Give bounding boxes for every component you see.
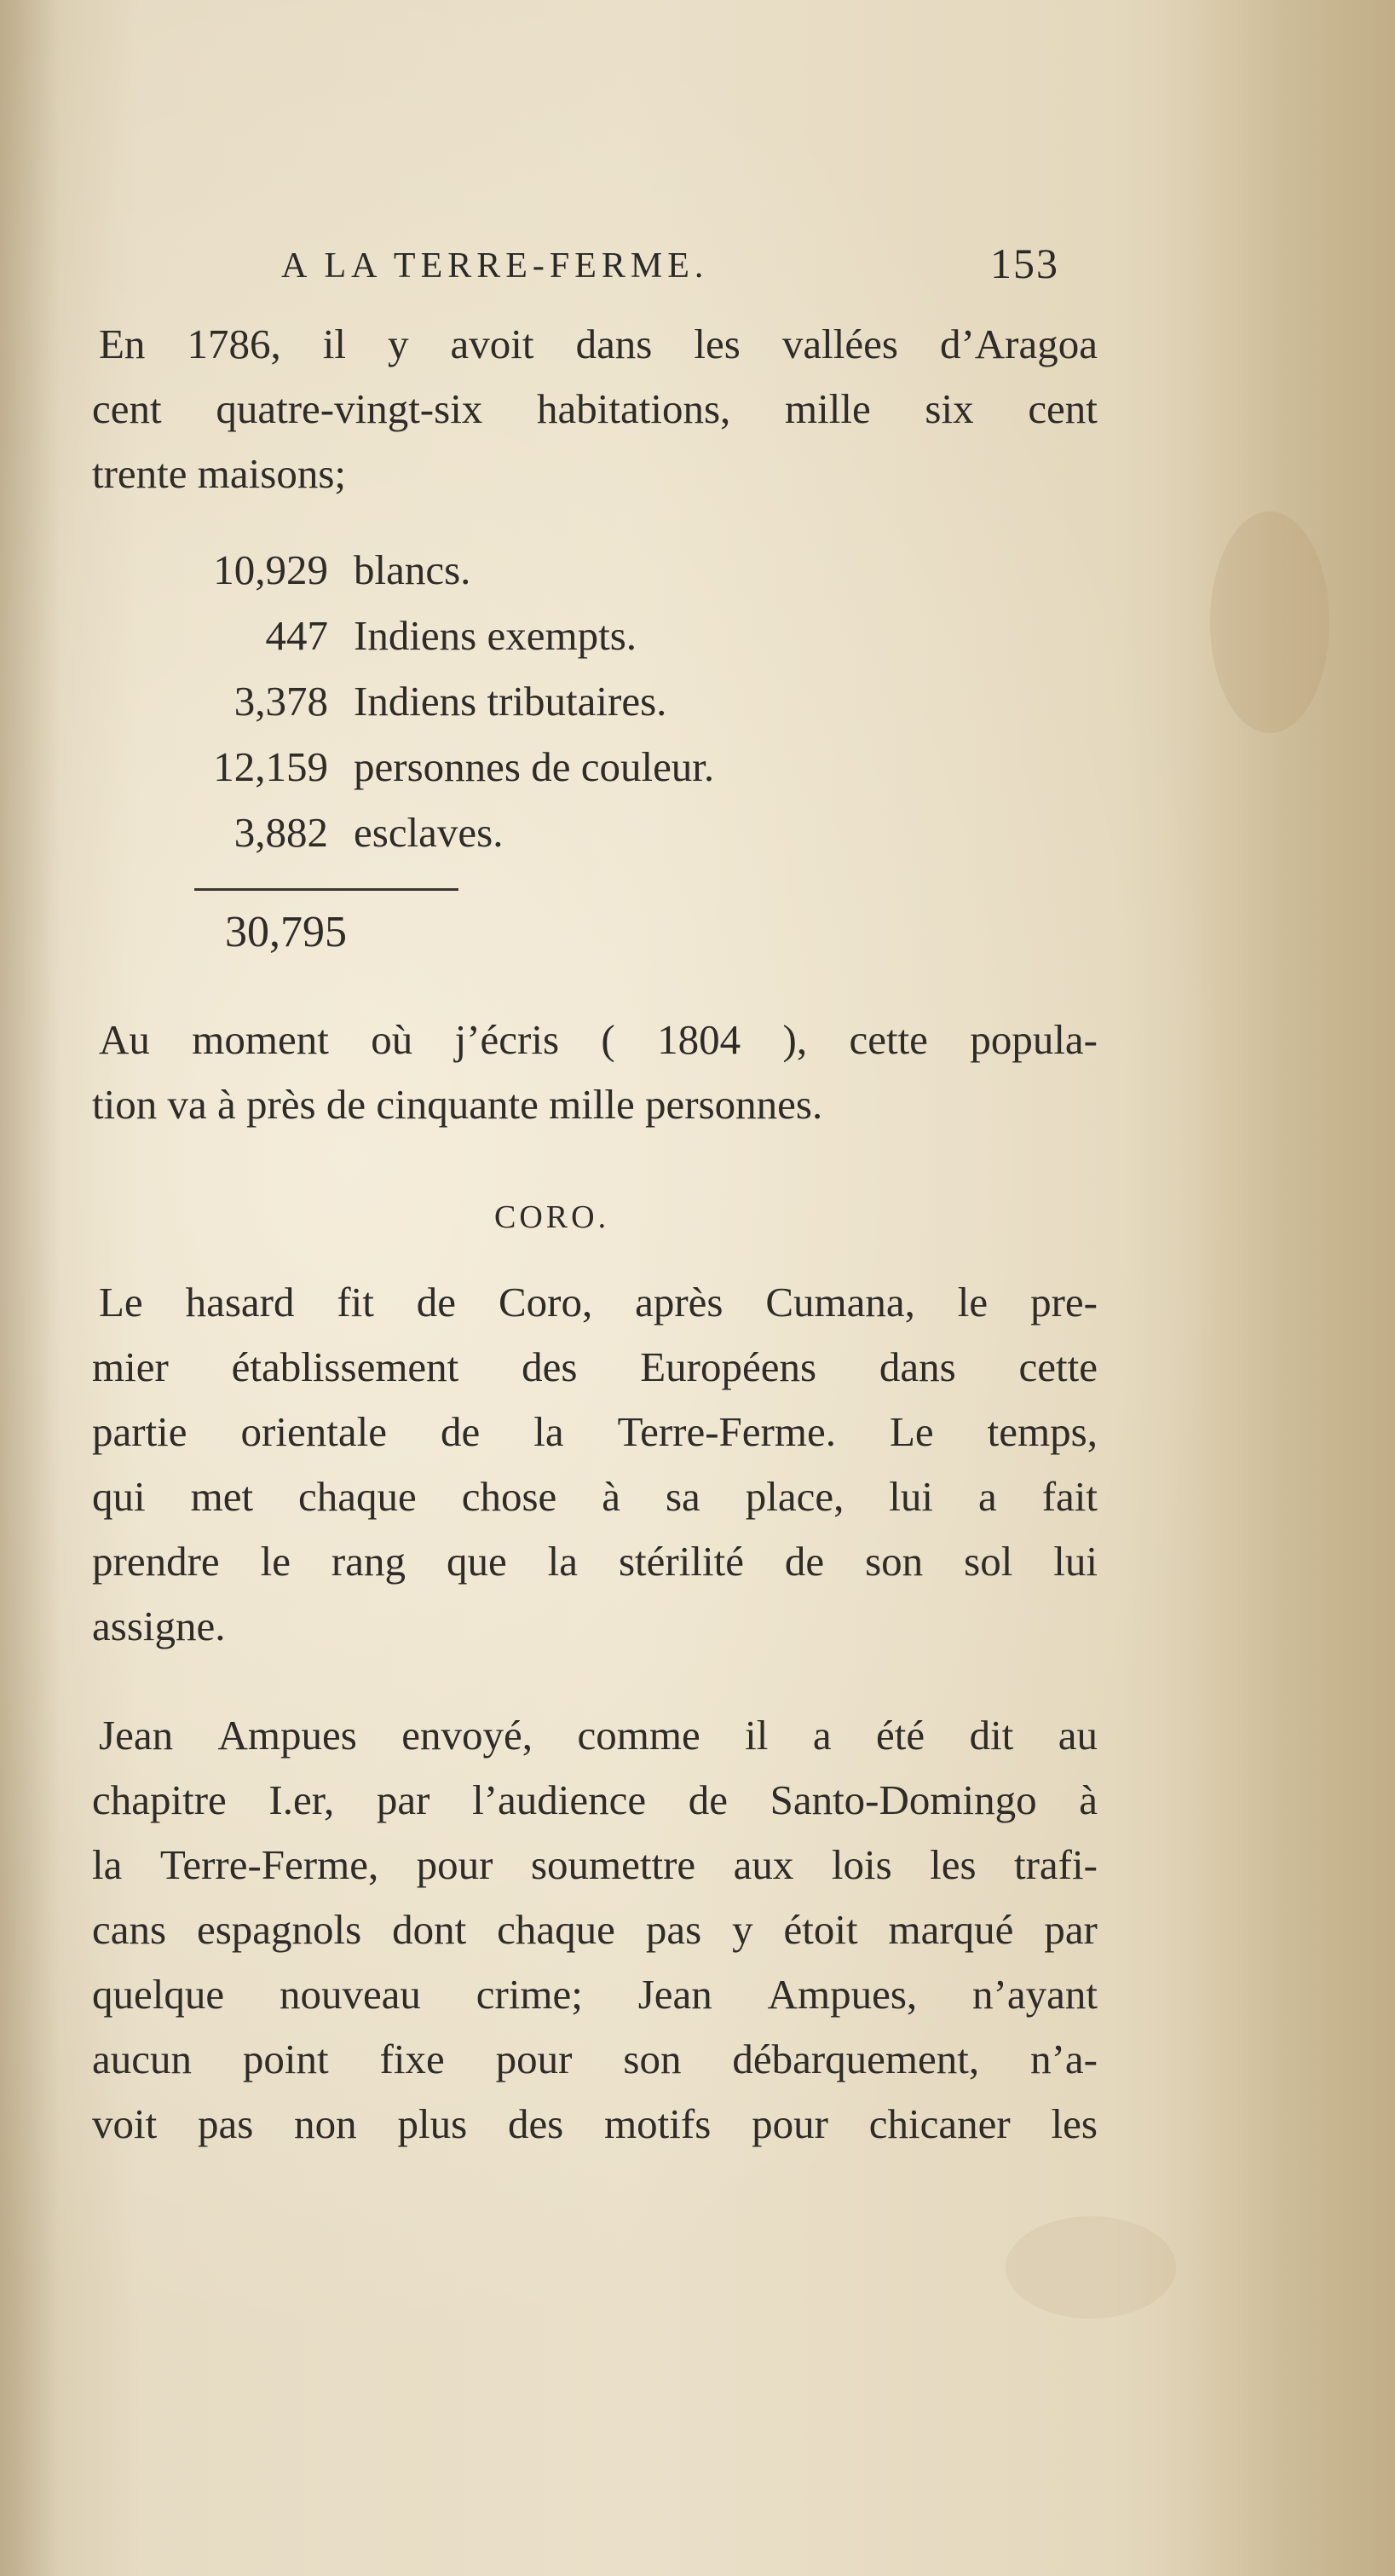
text-line <box>92 1897 1098 1962</box>
word: le <box>260 1538 291 1585</box>
word: dans <box>575 321 653 367</box>
word: à <box>602 1473 620 1520</box>
word: la <box>92 1841 123 1888</box>
word: I.er, <box>268 1776 335 1823</box>
word: qui <box>92 1473 146 1520</box>
word: voit <box>92 2100 158 2147</box>
word: Santo-Domingo <box>770 1776 1037 1823</box>
word: cent <box>92 385 162 432</box>
table-row <box>170 537 714 603</box>
word: prendre <box>92 1538 220 1585</box>
page-edge-shadow <box>1185 0 1395 2576</box>
table-row <box>170 668 714 734</box>
word: Jean <box>637 1971 712 2018</box>
word: d’Aragoa <box>939 321 1098 367</box>
word: le <box>957 1279 989 1326</box>
text-line <box>92 1833 1098 1897</box>
word: En <box>99 321 146 367</box>
word: les <box>1051 2100 1098 2147</box>
word: 1786, <box>187 321 281 367</box>
population-value: 12,159 <box>213 743 328 790</box>
word: au <box>1058 1712 1098 1759</box>
word: où <box>371 1016 413 1063</box>
word: marqué <box>888 1906 1014 1953</box>
word: a <box>977 1473 997 1520</box>
table-row <box>170 734 714 800</box>
word: cette <box>1018 1343 1098 1390</box>
word: il <box>745 1712 769 1759</box>
word: mier <box>92 1343 169 1390</box>
word: habitations, <box>537 385 731 432</box>
word: avoit <box>450 321 534 367</box>
word: mille <box>785 385 871 432</box>
word: n’ayant <box>972 1971 1098 2018</box>
word: fit <box>337 1279 374 1326</box>
text-line <box>92 2027 1098 2092</box>
word: envoyé, <box>401 1712 533 1759</box>
text-line <box>92 1962 1098 2027</box>
word: quelque <box>92 1971 225 2018</box>
word: comme <box>577 1712 700 1759</box>
word: chaque <box>497 1906 615 1953</box>
word: de <box>416 1279 457 1326</box>
word: six <box>925 385 974 432</box>
text-line <box>92 1335 1098 1400</box>
word: l’audience <box>472 1776 647 1823</box>
word: orientale <box>240 1408 387 1455</box>
text-line <box>92 1008 1098 1072</box>
word: aucun <box>92 2036 192 2082</box>
word: stérilité <box>618 1538 744 1585</box>
word: sa <box>665 1473 700 1520</box>
word: chose <box>461 1473 557 1520</box>
section-heading: CORO. <box>494 1199 610 1235</box>
word: ( <box>601 1016 615 1063</box>
word: après <box>635 1279 723 1326</box>
word: étoit <box>783 1906 858 1953</box>
word: partie <box>92 1408 187 1455</box>
page-gutter-shadow <box>0 0 60 2576</box>
sum-rule <box>194 888 458 891</box>
word: pas <box>198 2100 254 2147</box>
population-value: 3,378 <box>233 678 328 725</box>
population-total: 30,795 <box>225 908 347 956</box>
word: par <box>1044 1906 1098 1953</box>
word: par <box>376 1776 430 1823</box>
running-head: A LA TERRE-FERME. <box>281 246 709 286</box>
word: lui <box>889 1473 934 1520</box>
word: cans <box>92 1906 167 1953</box>
text-line <box>92 1529 1098 1594</box>
word: j’écris <box>454 1016 560 1063</box>
word: motifs <box>604 2100 712 2147</box>
word: lui <box>1053 1538 1098 1585</box>
population-label: esclaves. <box>354 809 504 856</box>
word: son <box>865 1538 924 1585</box>
word: Européens <box>640 1343 817 1390</box>
word: la <box>533 1408 564 1455</box>
word: temps, <box>987 1408 1098 1455</box>
population-label: Indiens exempts. <box>354 612 637 659</box>
word: les <box>694 321 741 367</box>
word: des <box>507 2100 564 2147</box>
word: point <box>242 2036 329 2082</box>
word: Cumana, <box>765 1279 915 1326</box>
word: met <box>190 1473 254 1520</box>
word: les <box>930 1841 977 1888</box>
word: lois <box>831 1841 892 1888</box>
word: établissement <box>231 1343 459 1390</box>
paragraph-ampues <box>92 1703 1098 2157</box>
word: dont <box>392 1906 467 1953</box>
word: il <box>322 321 346 367</box>
word: 1804 <box>657 1016 741 1063</box>
word: crime; <box>476 1971 583 2018</box>
word: des <box>522 1343 578 1390</box>
word: popula- <box>970 1016 1098 1063</box>
word: été <box>876 1712 925 1759</box>
text-line: trente maisons; <box>92 450 347 497</box>
word: Le <box>99 1279 143 1326</box>
word: place, <box>745 1473 844 1520</box>
word: pour <box>416 1841 493 1888</box>
word: chaque <box>298 1473 417 1520</box>
population-label: Indiens tributaires. <box>354 678 667 725</box>
word: chapitre <box>92 1776 227 1823</box>
word: a <box>812 1712 832 1759</box>
word: Ampues, <box>767 1971 918 2018</box>
word: Coro, <box>498 1279 593 1326</box>
word: vallées <box>781 321 898 367</box>
table-row <box>170 603 714 668</box>
word: chicaner <box>868 2100 1011 2147</box>
word: que <box>446 1538 507 1585</box>
word: de <box>440 1408 481 1455</box>
word: cette <box>849 1016 928 1063</box>
table-row <box>170 800 714 865</box>
paragraph-aragoa <box>92 312 1098 506</box>
word: Jean <box>99 1712 174 1759</box>
word: à <box>1079 1776 1098 1823</box>
word: non <box>294 2100 357 2147</box>
word: fait <box>1041 1473 1098 1520</box>
word: Ampues <box>217 1712 357 1759</box>
population-value: 10,929 <box>213 546 328 593</box>
word: débarquement, <box>732 2036 980 2082</box>
text-line <box>92 1400 1098 1464</box>
word: de <box>784 1538 825 1585</box>
word: ), <box>782 1016 808 1063</box>
text-line <box>92 1270 1098 1335</box>
word: y <box>388 321 409 367</box>
text-line: tion va à près de cinquante mille personnes. <box>92 1081 823 1128</box>
paragraph-1804 <box>92 1008 1098 1137</box>
word: la <box>547 1538 579 1585</box>
word: Au <box>99 1016 150 1063</box>
population-value: 3,882 <box>233 809 328 856</box>
word: pas <box>645 1906 702 1953</box>
population-value: 447 <box>265 612 328 659</box>
word: trafi- <box>1013 1841 1098 1888</box>
text-line <box>92 1464 1098 1529</box>
word: hasard <box>185 1279 295 1326</box>
word: y <box>732 1906 753 1953</box>
word: sol <box>964 1538 1013 1585</box>
text-line <box>92 1768 1098 1833</box>
text-line <box>92 312 1098 377</box>
word: plus <box>397 2100 468 2147</box>
population-label: blancs. <box>354 546 471 593</box>
text-line: assigne. <box>92 1603 226 1649</box>
word: Terre-Ferme, <box>159 1841 379 1888</box>
word: aux <box>733 1841 794 1888</box>
word: pre- <box>1030 1279 1098 1326</box>
word: de <box>688 1776 728 1823</box>
paper-stain <box>1006 2216 1176 2319</box>
text-line <box>92 377 1098 442</box>
word: fixe <box>379 2036 445 2082</box>
word: Terre-Ferme. <box>617 1408 836 1455</box>
word: son <box>623 2036 682 2082</box>
word: dit <box>969 1712 1014 1759</box>
paragraph-coro <box>92 1270 1098 1659</box>
word: quatre-vingt-six <box>216 385 483 432</box>
text-line <box>92 1703 1098 1768</box>
word: pour <box>495 2036 573 2082</box>
paper-stain <box>1210 511 1329 733</box>
word: nouveau <box>279 1971 421 2018</box>
word: soumettre <box>530 1841 696 1888</box>
word: rang <box>331 1538 406 1585</box>
page-number: 153 <box>990 240 1059 287</box>
text-line <box>92 2092 1098 2157</box>
word: n’a- <box>1030 2036 1098 2082</box>
word: pour <box>752 2100 828 2147</box>
word: espagnols <box>196 1906 362 1953</box>
word: moment <box>192 1016 329 1063</box>
word: cent <box>1028 385 1098 432</box>
word: Le <box>889 1408 934 1455</box>
word: dans <box>879 1343 956 1390</box>
population-table <box>170 537 714 865</box>
population-label: personnes de couleur. <box>354 743 715 790</box>
